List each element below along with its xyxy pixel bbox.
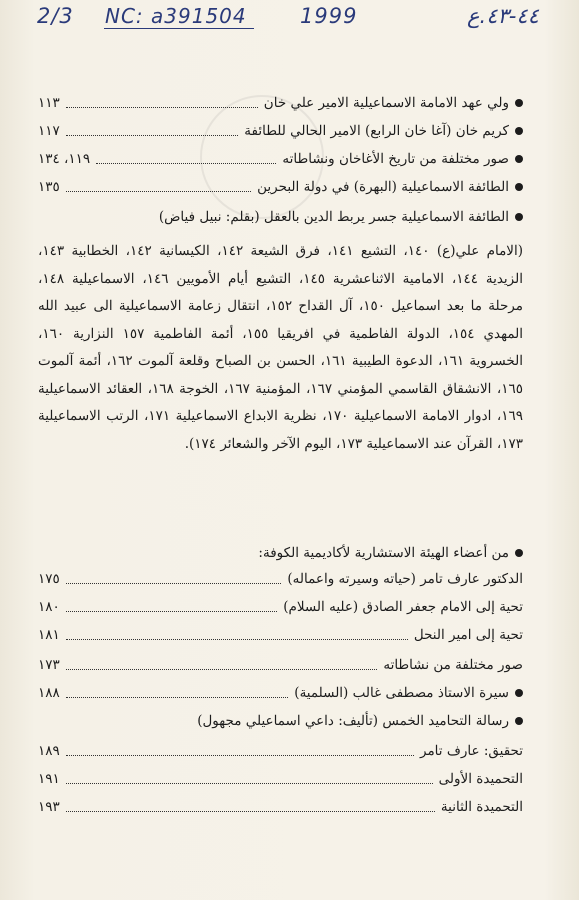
bullet-icon: [515, 213, 523, 221]
toc-entry: [38, 594, 523, 620]
bullet-icon: [515, 717, 523, 725]
toc-entry: [38, 146, 523, 172]
article-heading-row: [38, 204, 523, 230]
academy-heading-row: [38, 540, 523, 566]
handwritten-call-number: NC: a391504: [105, 4, 247, 28]
handwritten-fraction: 2/3: [37, 4, 74, 28]
toc-entry: [38, 738, 523, 764]
dot-leader: [66, 190, 251, 192]
toc-entry: [38, 680, 523, 706]
toc-entry: [38, 622, 523, 648]
toc-entry: [38, 118, 523, 144]
toc-entry: [38, 766, 523, 792]
toc-entry-label: تحقيق: عارف تامر: [420, 743, 523, 759]
toc-entry-label: الدكتور عارف تامر (حياته وسيرته واعماله): [287, 571, 523, 587]
toc-entry-page: ١١٩، ١٣٤: [38, 151, 91, 167]
toc-entry-page: ١٩٣: [38, 799, 60, 815]
toc-entry-page: ١٨٠: [38, 599, 60, 615]
dot-leader: [96, 162, 276, 164]
toc-entry-page: ١٨٩: [38, 743, 60, 759]
toc-entry-page: ١٧٥: [38, 571, 60, 587]
toc-entry-label: الطائفة الاسماعيلية (البهرة) في دولة البحرين: [257, 179, 509, 195]
toc-entry-label: سيرة الاستاذ مصطفى غالب (السلمية): [294, 685, 509, 701]
toc-entry-page: ١٣٥: [38, 179, 60, 195]
dot-leader: [66, 638, 408, 640]
toc-entry-page: ١٨١: [38, 627, 60, 643]
bullet-icon: [515, 127, 523, 135]
toc-entry-label: تحية إلى امير النحل: [413, 627, 523, 643]
toc-entry-page: ١١٣: [38, 95, 60, 111]
dot-leader: [66, 782, 433, 784]
toc-entry: [38, 174, 523, 200]
dot-leader: [66, 810, 435, 812]
toc-entry: [38, 708, 523, 734]
bullet-icon: [515, 689, 523, 697]
toc-entry: [38, 652, 523, 678]
toc-entry-page: ١٧٣: [38, 657, 60, 673]
dot-leader: [66, 668, 378, 670]
toc-entry: [38, 566, 523, 592]
toc-entry-label: كريم خان (آغا خان الرابع) الامير الحالي للطائفة: [244, 123, 509, 139]
toc-entry-label: صور مختلفة من نشاطاته: [383, 657, 523, 673]
toc-entry: [38, 794, 523, 820]
toc-entry-label: ولي عهد الامامة الاسماعيلية الامير علي خان: [263, 95, 509, 111]
toc-entry-label: التحميدة الثانية: [440, 799, 523, 815]
toc-entry-page: ١٩١: [38, 771, 60, 787]
toc-entry-label: التحميدة الأولى: [438, 771, 523, 787]
toc-entry-page: ١٨٨: [38, 685, 60, 701]
dot-leader: [66, 134, 239, 136]
dot-leader: [66, 106, 258, 108]
dot-leader: [66, 582, 282, 584]
toc-entry-label: رسالة التحاميد الخمس (تأليف: داعي اسماعيلي مجهول): [197, 713, 509, 729]
article-heading: الطائفة الاسماعيلية جسر يربط الدين بالعقل (بقلم: نبيل فياض): [158, 209, 509, 225]
bullet-icon: [515, 99, 523, 107]
handwritten-shelf-mark: ٤٤-٤٣.ع: [467, 4, 539, 28]
bullet-icon: [515, 155, 523, 163]
bullet-icon: [515, 183, 523, 191]
toc-entry-label: صور مختلفة من تاريخ الأغاخان ونشاطاته: [282, 151, 509, 167]
bullet-icon: [515, 549, 523, 557]
dot-leader: [66, 610, 277, 612]
academy-heading: من أعضاء الهيئة الاستشارية لأكاديمية الكوفة:: [258, 545, 509, 561]
toc-entry: [38, 90, 523, 116]
dot-leader: [66, 754, 414, 756]
toc-entry-page: ١١٧: [38, 123, 60, 139]
article-body: (الامام علي(ع) ١٤٠، التشيع ١٤١، فرق الشيعة ١٤٢، الكيسانية ١٤٢، الخطابية ١٤٣، الزيدية ١٤٤، الامامية الاثناعشرية ١٤٥، التشيع أيام الأمويين ١٤٦، الاسماعيلية ١٤٨، مرحلة ما بعد اسماعيل ١٥٠، آل القداح ١٥٢، انتقال زعامة الاسماعيلية الى عبيد الله المهدي ١٥٤، الدولة الفاطمية في افريقيا ١٥٥، أئمة الفاطمية ١٥٧ النزارية ١٦٠، الخسروية ١٦١، الدعوة الطيبية ١٦١، الحسن بن الصباح وقلعة آلموت ١٦٢، أئمة آلموت ١٦٥، الانشقاق القاسمي المؤمني ١٦٧، المؤمنية ١٦٧، الخوجة ١٦٨، العقائد الاسماعيلية ١٦٩، ادوار الامامة الاسماعيلية ١٧٠، نظرية الابداع الاسماعيلية ١٧١، الرتب الاسماعيلية ١٧٣، القرآن عند الاسماعيلية ١٧٣، اليوم الآخر والشعائر ١٧٤).: [38, 243, 524, 452]
dot-leader: [66, 696, 289, 698]
handwritten-year: 1999: [300, 4, 358, 28]
toc-entry-label: تحية إلى الامام جعفر الصادق (عليه السلام): [283, 599, 523, 615]
